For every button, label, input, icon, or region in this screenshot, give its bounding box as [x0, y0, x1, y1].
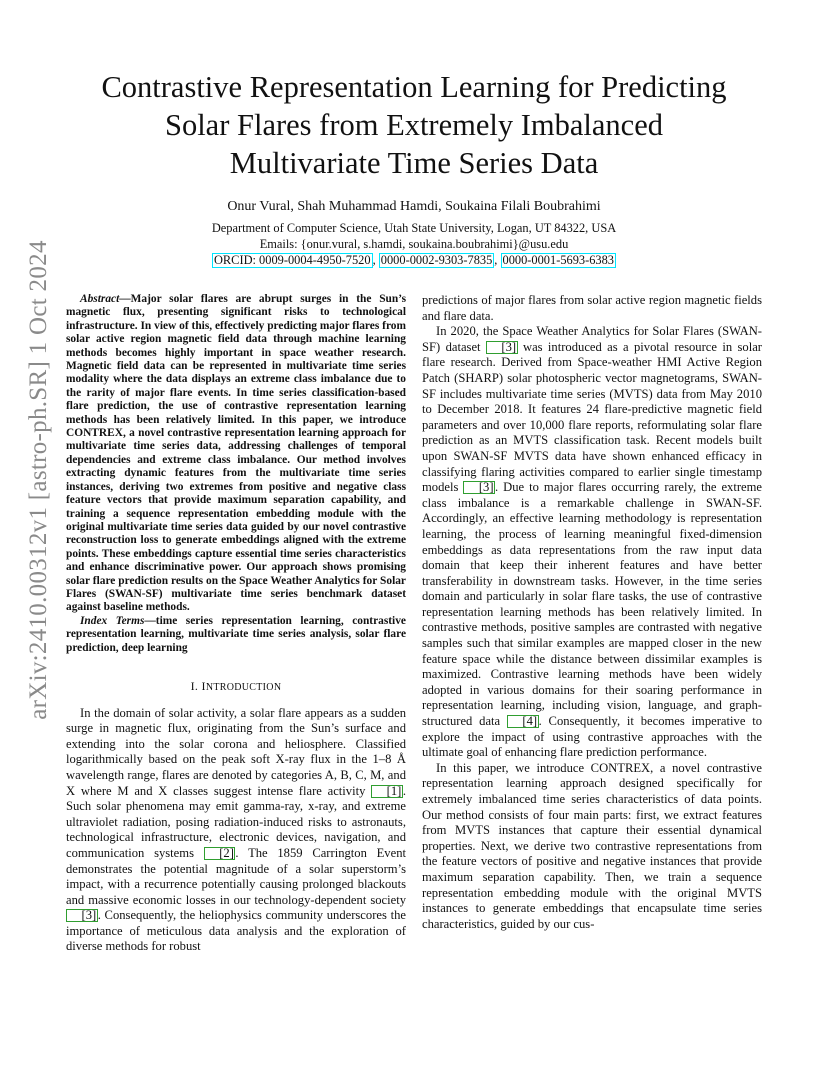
- intro-paragraph-1: [66, 706, 406, 956]
- continued-paragraph: predictions of major flares from solar active region magnetic fields and flare data.: [422, 293, 762, 323]
- intro-paragraph-3: In this paper, we introduce CONTREX, a novel contrastive representation learning approach designed specifically for extremely imbalanced time series characteristics of data points. Our method consists of four main parts: first, we extract features from MVTS instances that capture their essential dynamical properties. Next, we derive two contrastive representations from the feature vectors of positive and negative instances that provide maximum separation capability. Then, we train a sequence representation embedding module with the original MVTS instances to generate embeddings that encapsulate time series characteristics, guided by our cus-: [422, 760, 762, 931]
- orcid-link-2[interactable]: 0000-0002-9303-7835: [380, 253, 493, 267]
- citation-link[interactable]: [3]: [66, 909, 98, 922]
- citation-link[interactable]: [4]: [507, 715, 539, 728]
- text-run: . Consequently, the heliophysics community underscores the importance of meticulous data analysis and the exploration of diverse methods for robust: [66, 908, 406, 954]
- citation-link[interactable]: [3]: [463, 481, 495, 494]
- section-rest: NTRODUCTION: [205, 681, 282, 693]
- orcid-line: ORCID: 0009-0004-4950-7520 , 0000-0002-9303-7835 , 0000-0001-5693-6383: [213, 253, 615, 267]
- title-line: Solar Flares from Extremely Imbalanced: [165, 108, 663, 142]
- section-number: I.: [190, 678, 202, 693]
- index-terms-text: —time series representation learning, contrastive representation learning, multivariate time series analysis, solar flare prediction, deep learning: [66, 614, 406, 654]
- section-initial: I: [201, 678, 206, 693]
- section-heading-introduction: [66, 679, 406, 696]
- index-terms-label: Index Terms: [80, 614, 145, 627]
- index-terms: [66, 615, 406, 655]
- emails: Emails: {onur.vural, s.hamdi, soukaina.boubrahimi}@usu.edu: [259, 237, 569, 251]
- abstract-text: —Major solar flares are abrupt surges in the Sun’s magnetic flux, presenting significant risks to technological infrastructure. In view of this, effectively predicting major flares from solar active region magnetic field data through machine learning methods becomes highly important in space weather research. Magnetic field data can be represented in multivariate time series modality where the data displays an extreme class imbalance due to the rarity of major flare events. In time series classification-based flare prediction, the use of contrastive representation learning methods has been relatively limited. In this paper, we introduce CONTREX, a novel contrastive representation learning approach for multivariate time series data, addressing challenges of temporal dependencies and extreme class imbalance. Our method involves extracting dynamic features from the multivariate time series instances, deriving two extremes from positive and negative class feature vectors that provide maximum separation capability, and training a sequence representation embedding module with the original multivariate time series data guided by our novel contrastive reconstruction loss to generate embeddings aligned with the extreme points. These embeddings capture essential time series characteristics and enhance discriminative power. Our approach shows promising solar flare prediction results on the Space Weather Analytics for Solar Flares (SWAN-SF) multivariate time series benchmark dataset against baseline methods.: [66, 293, 406, 614]
- arxiv-identifier-sidebar: [19, 240, 59, 720]
- left-column: [66, 293, 406, 955]
- text-run: . The 1859 Carrington Event demonstrates the potential magnitude of a solar superstorm’s impact, with a recurrence potentially causing prolonged blackouts and massive economic losses in our technology-dependent society: [66, 845, 406, 907]
- author-list: Onur Vural, Shah Muhammad Hamdi, Soukaina Filali Boubrahimi: [227, 199, 601, 214]
- citation-link[interactable]: [3]: [486, 341, 518, 354]
- affiliation: Department of Computer Science, Utah State University, Logan, UT 84322, USA: [211, 221, 617, 235]
- citation-link[interactable]: [2]: [204, 847, 236, 860]
- text-run: . Consequently, it becomes imperative to explore the impact of using contrastive approaches with the ultimate goal of enhancing flare prediction performance.: [422, 714, 762, 760]
- title-line: Multivariate Time Series Data: [229, 146, 599, 180]
- orcid-link-3[interactable]: 0000-0001-5693-6383: [502, 253, 615, 267]
- title-line: Contrastive Representation Learning for Predicting: [101, 70, 727, 104]
- right-column: [422, 293, 762, 932]
- text-run: In 2020, the Space Weather Analytics for Solar Flares (SWAN-SF) dataset: [422, 324, 762, 354]
- text-run: In the domain of solar activity, a solar flare appears as a sudden surge in magnetic flux, originating from the Sun’s surface and extending into the solar corona and heliosphere. Classified logarithmically based on the peak soft X-ray flux in the 1–8 Å wavelength range, flares are denoted by categories A, B, C, M, and X where M and X classes suggest intense flare activity: [66, 705, 406, 798]
- abstract-label: Abstract: [80, 293, 120, 305]
- orcid-link-1[interactable]: ORCID: 0009-0004-4950-7520: [213, 253, 371, 267]
- text-run: . Due to major flares occurring rarely, the extreme class imbalance is a remarkable challenge in SWAN-SF. Accordingly, an effective learning methodology is representation learning, the process of learning meaningful fixed-dimension embeddings as data representations from the raw input data domain that keep their inherent features and have better transferability in downstream tasks. However, in the time series domain and particularly in solar flare tasks, the use of contrastive representation learning methods has been relatively limited. In contrastive methods, positive samples are contrasted with negative samples such that similar examples are mapped closer in the new feature space while the distance between dissimilar examples is maximized. Contrastive learning methods have been widely adopted in various domains for their soaring performance in representation learning, including vision, language, and graph-structured data: [422, 480, 762, 729]
- text-run: . Such solar phenomena may emit gamma-ray, x-ray, and extreme ultraviolet radiation, posing radiation-induced risks to astronauts, technological infrastructure, electronic devices, navigation, and communication systems: [66, 783, 406, 860]
- citation-link[interactable]: [1]: [371, 785, 403, 798]
- paper-title: [60, 68, 768, 182]
- arxiv-identifier: arXiv:2410.00312v1 [astro-ph.SR] 1 Oct 2024: [25, 240, 52, 720]
- intro-paragraph-2: [422, 324, 762, 761]
- text-run: was introduced as a pivotal resource in solar flare research. Derived from Space-weather HMI Active Region Patch (SHARP) solar photospheric vector magnetograms, SWAN-SF includes multivariate time series (MVTS) data from May 2010 to December 2018. It features 24 flare-predictive magnetic field parameters and over 10,000 flare reports, reformulating solar flare prediction as an MVTS classification task. Recent models built upon SWAN-SF MVTS data have shown enhanced efficacy in classifying flaring activities compared to earlier single timestamp models: [422, 339, 762, 495]
- abstract: [66, 293, 406, 615]
